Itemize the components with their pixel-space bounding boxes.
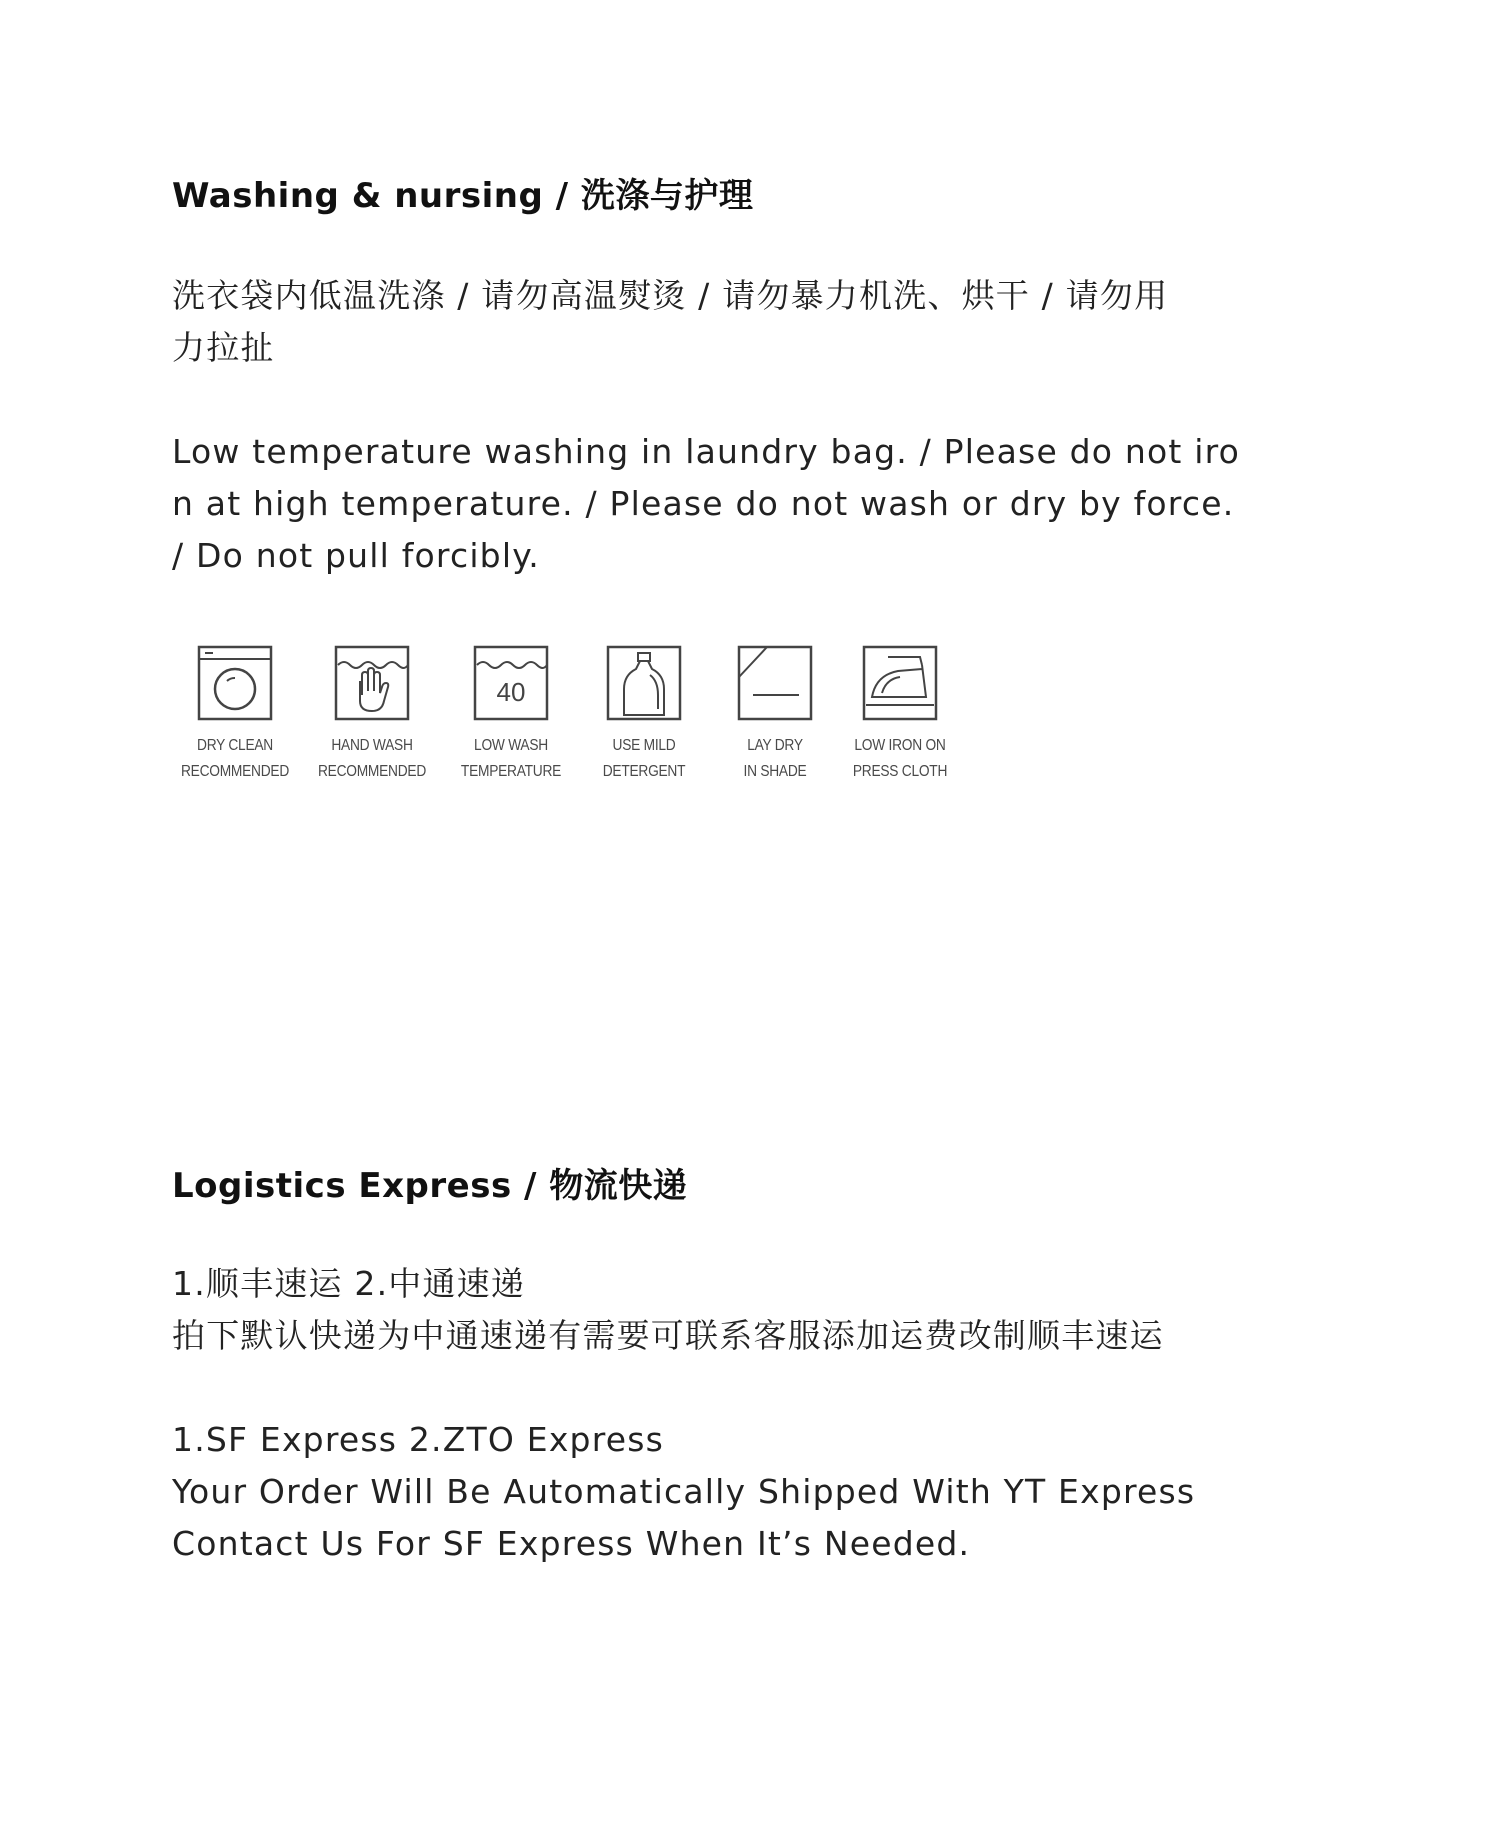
care-item-lay-dry-in-shade (710, 645, 840, 795)
logistics-en-line: Your Order Will Be Automatically Shipped With YT Express (172, 1472, 1196, 1511)
care-label-line-1: HAND WASH (331, 737, 413, 754)
care-item-low-iron (835, 645, 965, 795)
care-label-line-2: PRESS CLOTH (852, 763, 948, 780)
low-wash-temperature-icon (473, 645, 549, 721)
care-label-line-1: LOW IRON ON (854, 737, 946, 754)
care-label (179, 733, 291, 785)
mild-detergent-icon (606, 645, 682, 721)
care-item-mild-detergent (579, 645, 709, 795)
washing-cn-line: 力拉扯 (172, 328, 275, 367)
care-label (316, 733, 428, 785)
care-label-line-2: TEMPERATURE (460, 763, 562, 780)
washing-cn-line: 洗衣袋内低温洗涤 / 请勿高温熨烫 / 请勿暴力机洗、烘干 / 请勿用 (172, 276, 1169, 315)
washing-instructions-cn (172, 270, 1322, 374)
logistics-en-line: Contact Us For SF Express When It’s Needed. (172, 1524, 971, 1563)
logistics-cn-line: 1.顺丰速运 2.中通速递 (172, 1264, 526, 1303)
care-label-line-2: RECOMMENDED (180, 763, 290, 780)
wash-temperature-number: 40 (496, 677, 526, 707)
care-item-dry-clean (170, 645, 300, 795)
care-label (844, 733, 956, 785)
dry-clean-icon (197, 645, 273, 721)
washing-en-line: n at high temperature. / Please do not wash or dry by force. (172, 484, 1235, 523)
care-label-line-1: LOW WASH (474, 737, 548, 754)
logistics-en-line: 1.SF Express 2.ZTO Express (172, 1420, 665, 1459)
washing-en-line: / Do not pull forcibly. (172, 536, 540, 575)
washing-section-title: Washing & nursing / 洗涤与护理 (172, 176, 754, 216)
care-icons-row (170, 645, 970, 795)
care-label-line-2: RECOMMENDED (317, 763, 427, 780)
care-label (455, 733, 567, 785)
care-label (719, 733, 831, 785)
logistics-info-en (172, 1414, 1322, 1570)
care-label-line-2: DETERGENT (602, 763, 686, 780)
washing-en-line: Low temperature washing in laundry bag. / Please do not iro (172, 432, 1241, 471)
washing-instructions-en (172, 426, 1322, 582)
low-iron-icon (862, 645, 938, 721)
care-item-low-wash-temperature (446, 645, 576, 795)
hand-wash-icon (334, 645, 410, 721)
care-label (588, 733, 700, 785)
care-item-hand-wash (307, 645, 437, 795)
logistics-cn-line: 拍下默认快递为中通速递有需要可联系客服添加运费改制顺丰速运 (172, 1316, 1164, 1355)
care-label-line-1: USE MILD (612, 737, 676, 754)
care-label-line-1: DRY CLEAN (197, 737, 273, 754)
care-label-line-1: LAY DRY (747, 737, 803, 754)
care-label-line-2: IN SHADE (743, 763, 807, 780)
lay-dry-in-shade-icon (737, 645, 813, 721)
logistics-section-title: Logistics Express / 物流快递 (172, 1166, 688, 1206)
logistics-info-cn (172, 1258, 1322, 1362)
